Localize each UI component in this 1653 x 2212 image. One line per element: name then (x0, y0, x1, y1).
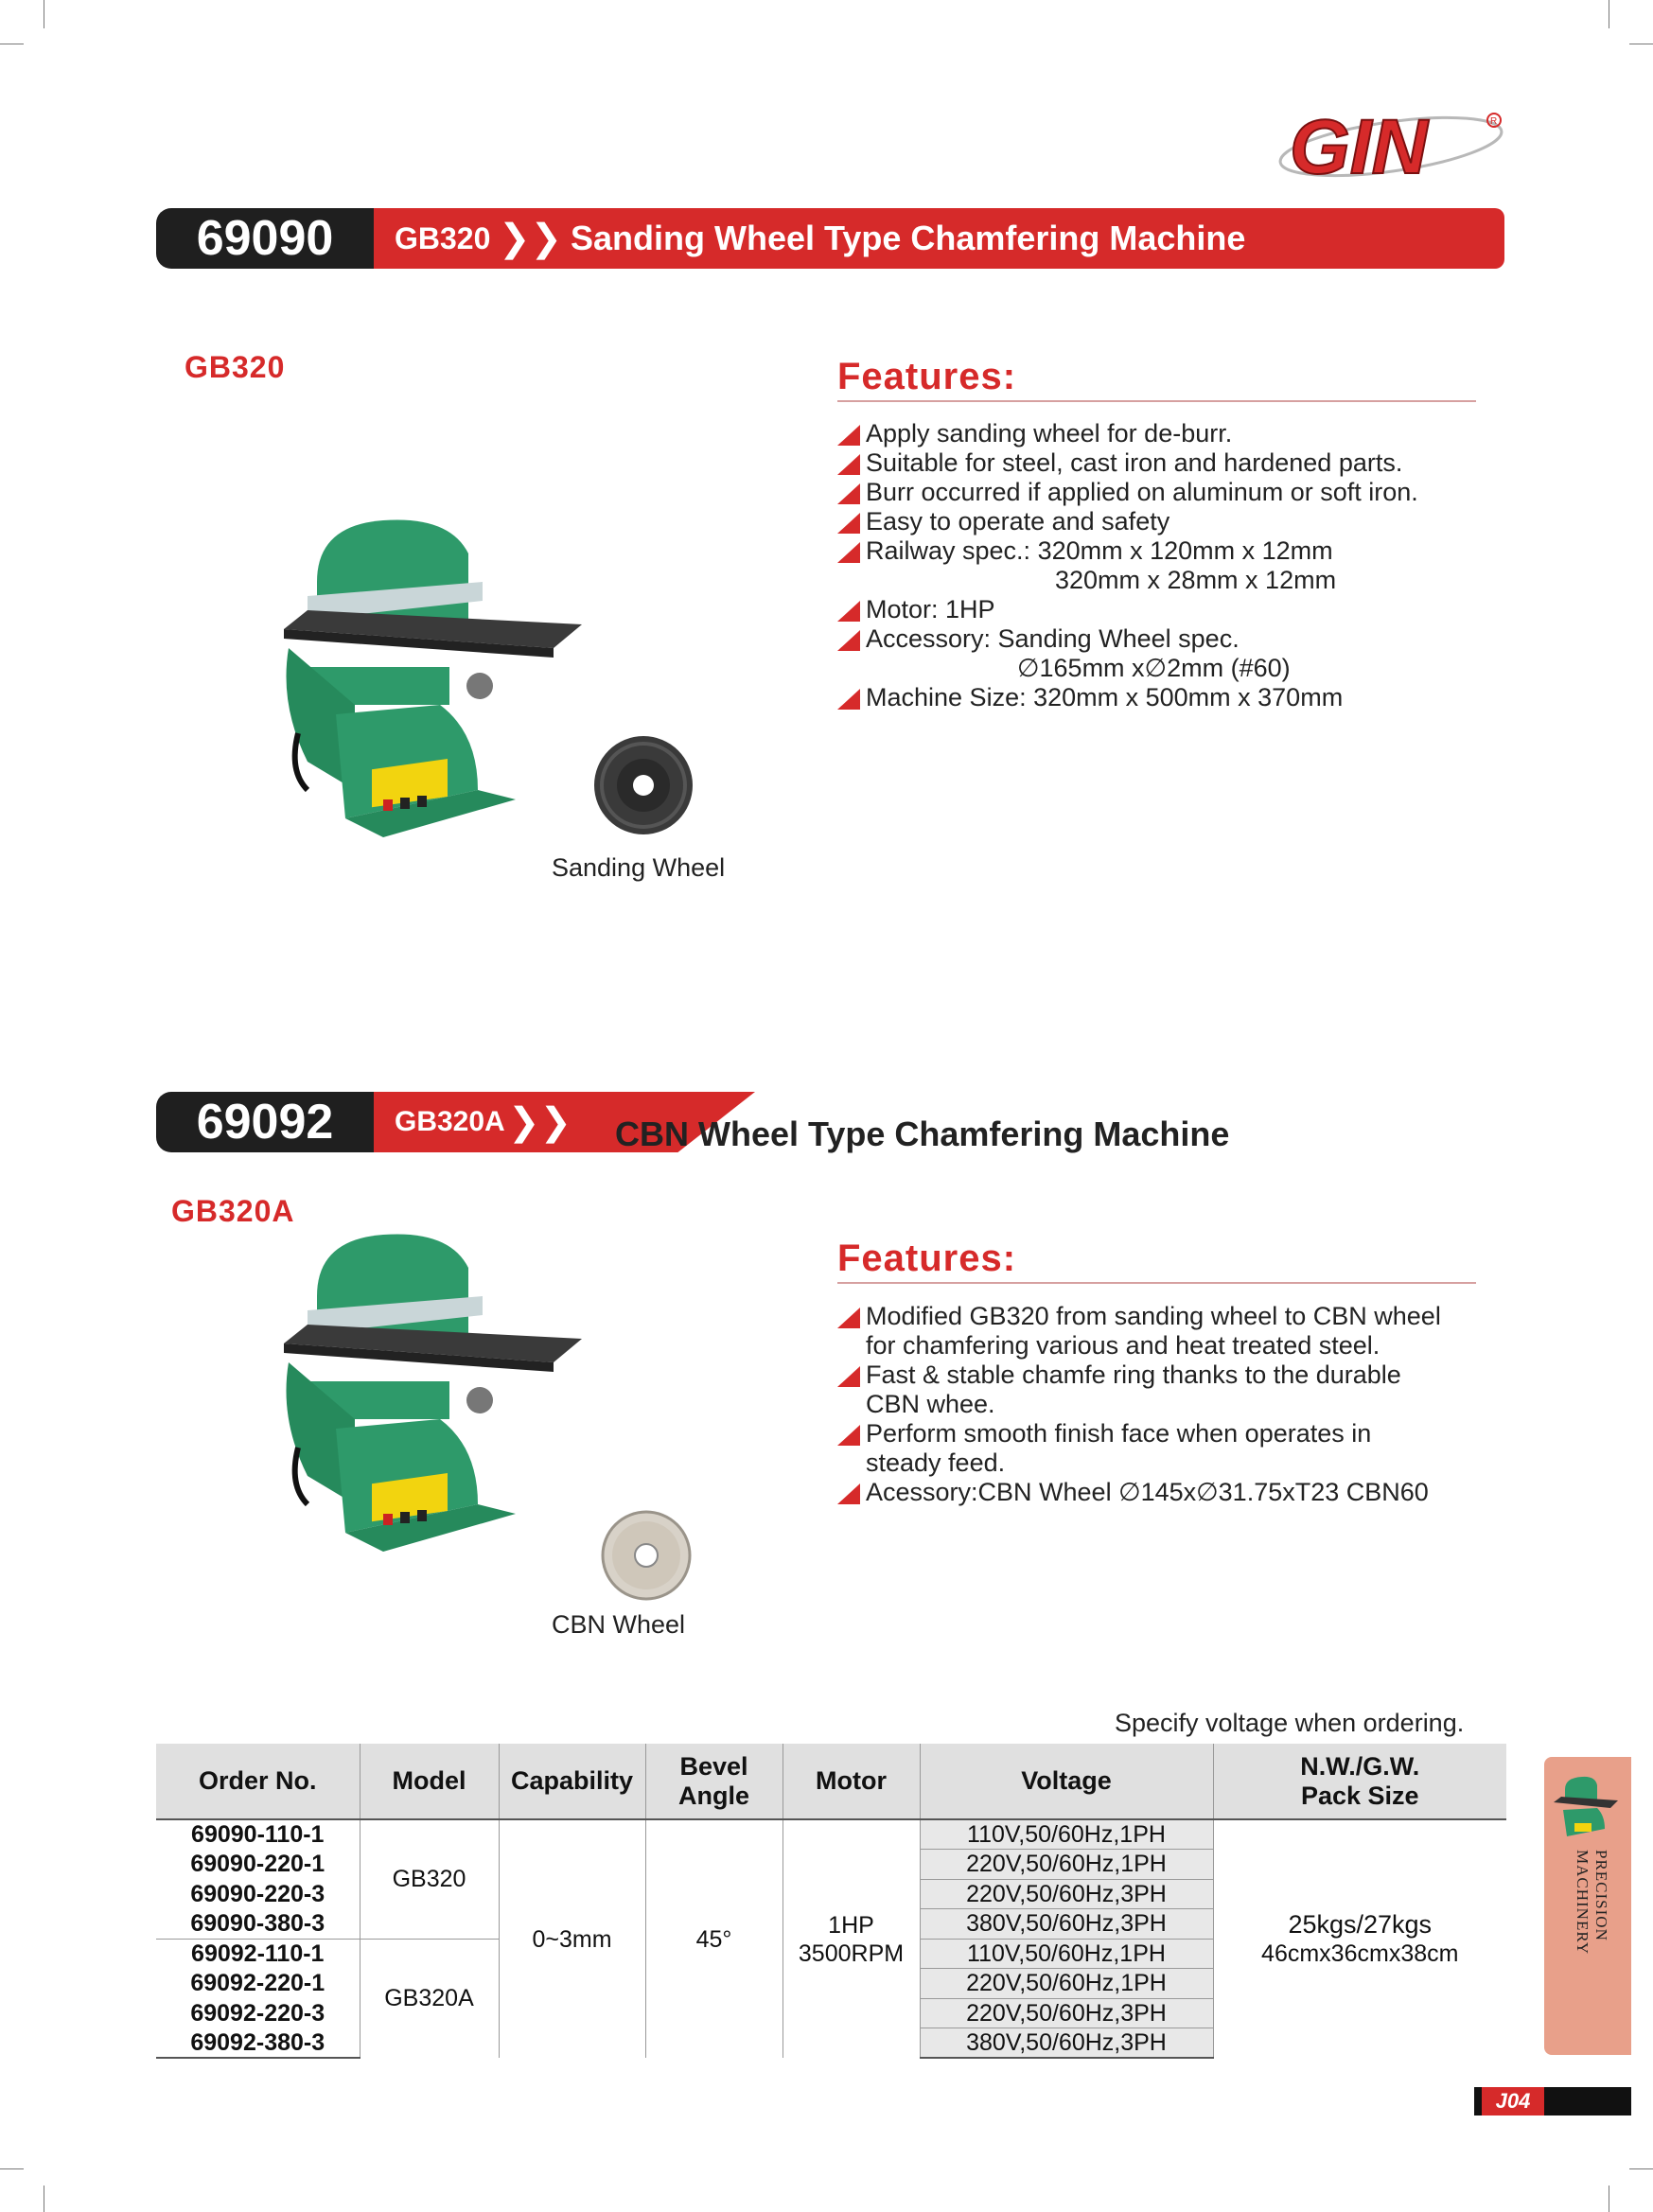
feature-subtext: for chamfering various and heat treated steel. (866, 1331, 1380, 1360)
voltage-cell: 220V,50/60Hz,1PH (920, 1969, 1213, 1999)
crop-mark (0, 2168, 24, 2169)
product2-number: 69092 (156, 1092, 374, 1152)
product2-model-label: GB320A (171, 1194, 295, 1228)
order-cell: 69090-110-1 (156, 1819, 360, 1850)
voltage-cell: 380V,50/60Hz,3PH (920, 2028, 1213, 2059)
voltage-cell: 220V,50/60Hz,1PH (920, 1850, 1213, 1880)
bullet-triangle-icon (837, 1308, 860, 1328)
feature-subtext: CBN whee. (866, 1390, 995, 1418)
feature-subtext: 320mm x 28mm x 12mm (1055, 566, 1337, 594)
list-item (837, 1302, 1441, 1361)
sanding-wheel-caption: Sanding Wheel (552, 853, 726, 882)
bevel-cell: 45° (645, 1819, 783, 2058)
bullet-triangle-icon (837, 1483, 860, 1504)
list-item (837, 448, 1418, 478)
list-item (837, 624, 1418, 683)
voltage-cell: 110V,50/60Hz,1PH (920, 1939, 1213, 1969)
bullet-triangle-icon (837, 483, 860, 504)
table-header-row (156, 1744, 1506, 1819)
pack-size-text: 46cmx36cmx38cm (1261, 1940, 1459, 1967)
list-item (837, 507, 1418, 536)
product2-model: GB320A (395, 1106, 505, 1137)
order-cell: 69092-220-3 (156, 1998, 360, 2028)
feature-text: Motor: 1HP (866, 595, 995, 623)
product2-features-heading: Features: (837, 1238, 1476, 1284)
feature-text: Fast & stable chamfe ring thanks to the durable (866, 1361, 1401, 1389)
feature-text: Acessory:CBN Wheel ∅145x∅31.75xT23 CBN60 (866, 1478, 1429, 1506)
chevron-right-icon: ❯❯ (508, 1101, 572, 1143)
feature-text: Machine Size: 320mm x 500mm x 370mm (866, 683, 1344, 711)
side-tab-label: PRECISION MACHINERY (1574, 1850, 1610, 1956)
feature-text: Suitable for steel, cast iron and hardened parts. (866, 448, 1403, 477)
list-item (837, 419, 1418, 448)
header-motor: Motor (783, 1744, 920, 1819)
gin-logo (1273, 99, 1509, 189)
machine-image (279, 516, 591, 875)
ordering-note: Specify voltage when ordering. (1115, 1709, 1465, 1737)
crop-mark (1629, 2168, 1653, 2169)
voltage-cell: 220V,50/60Hz,3PH (920, 1998, 1213, 2028)
header-voltage: Voltage (920, 1744, 1213, 1819)
feature-subtext: steady feed. (866, 1448, 1006, 1477)
header-pack-size: N.W./G.W. Pack Size (1213, 1744, 1506, 1819)
machine-image (279, 1230, 591, 1589)
feature-text: Apply sanding wheel for de-burr. (866, 419, 1233, 448)
model-cell: GB320 (360, 1819, 499, 1939)
page-number: J04 (1482, 2087, 1544, 2115)
product1-model-label: GB320 (185, 350, 286, 384)
list-item (837, 1478, 1441, 1507)
product1-number: 69090 (156, 208, 374, 269)
header-bevel-angle: Bevel Angle (645, 1744, 783, 1819)
list-item (837, 536, 1418, 595)
bullet-triangle-icon (837, 542, 860, 563)
header-model: Model (360, 1744, 499, 1819)
cbn-wheel-caption: CBN Wheel (552, 1610, 686, 1639)
list-item (837, 595, 1418, 624)
product1-features-heading: Features: (837, 356, 1476, 402)
pack-cell (1213, 1819, 1506, 2058)
feature-text: Modified GB320 from sanding wheel to CBN wheel (866, 1302, 1441, 1330)
motor-cell (783, 1819, 920, 2058)
motor-rpm: 3500RPM (798, 1940, 905, 1967)
product1-features-list (837, 419, 1418, 712)
feature-text: Burr occurred if applied on aluminum or soft iron. (866, 478, 1418, 506)
order-cell: 69092-380-3 (156, 2028, 360, 2059)
feature-text: Perform smooth finish face when operates in (866, 1419, 1372, 1448)
order-cell: 69092-110-1 (156, 1939, 360, 1969)
motor-power: 1HP (828, 1911, 874, 1939)
feature-text: Accessory: Sanding Wheel spec. (866, 624, 1240, 653)
capability-cell: 0~3mm (499, 1819, 645, 2058)
feature-text: Railway spec.: 320mm x 120mm x 12mm (866, 536, 1333, 565)
order-cell: 69090-380-3 (156, 1909, 360, 1940)
voltage-cell: 220V,50/60Hz,3PH (920, 1879, 1213, 1909)
bullet-triangle-icon (837, 454, 860, 475)
sanding-wheel-image (591, 733, 695, 837)
weight-text: 25kgs/27kgs (1288, 1910, 1433, 1939)
machine-thumbnail-icon (1552, 1774, 1620, 1842)
order-cell: 69090-220-1 (156, 1850, 360, 1880)
product2-features-list (837, 1302, 1441, 1507)
bullet-triangle-icon (837, 425, 860, 446)
product1-title-bar (156, 208, 1504, 269)
product2-title: CBN Wheel Type Chamfering Machine (615, 1115, 1230, 1153)
product1-model: GB320 (395, 221, 491, 255)
order-cell: 69092-220-1 (156, 1969, 360, 1999)
product1-title: Sanding Wheel Type Chamfering Machine (571, 219, 1246, 257)
voltage-cell: 380V,50/60Hz,3PH (920, 1909, 1213, 1940)
bullet-triangle-icon (837, 513, 860, 534)
spec-table (156, 1744, 1506, 2059)
list-item (837, 1419, 1441, 1478)
list-item (837, 478, 1418, 507)
header-order-no: Order No. (156, 1744, 360, 1819)
bullet-triangle-icon (837, 630, 860, 651)
model-cell: GB320A (360, 1939, 499, 2058)
chevron-right-icon: ❯❯ (499, 218, 563, 259)
header-capability: Capability (499, 1744, 645, 1819)
list-item (837, 1361, 1441, 1419)
list-item (837, 683, 1418, 712)
feature-subtext: ∅165mm x∅2mm (#60) (1017, 654, 1291, 682)
bullet-triangle-icon (837, 1425, 860, 1446)
feature-text: Easy to operate and safety (866, 507, 1170, 535)
order-cell: 69090-220-3 (156, 1879, 360, 1909)
bullet-triangle-icon (837, 1366, 860, 1387)
svg-text:R: R (1490, 116, 1498, 127)
bullet-triangle-icon (837, 601, 860, 622)
voltage-cell: 110V,50/60Hz,1PH (920, 1819, 1213, 1850)
table-row (156, 1819, 1506, 1850)
bullet-triangle-icon (837, 689, 860, 710)
cbn-wheel-image (599, 1508, 694, 1603)
logo-text: GIN (1290, 104, 1428, 189)
